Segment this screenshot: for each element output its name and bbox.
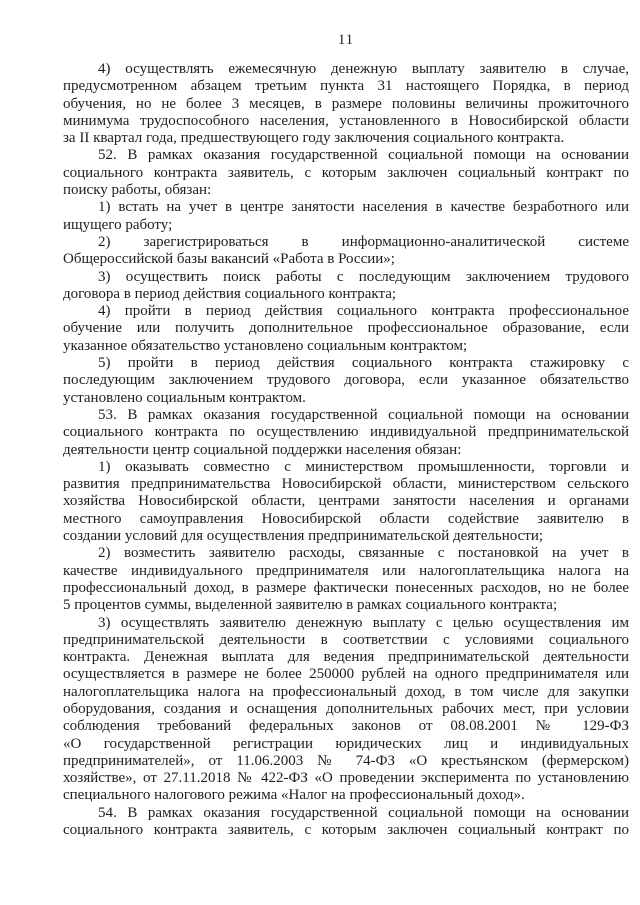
text-line: оборудования, создания и оснащения дополнительных рабочих мест, при условии: [63, 700, 629, 717]
paragraph: [63, 61, 629, 147]
text-line: местного самоуправления Новосибирской области содействие заявителю в: [63, 510, 629, 527]
text-line: за II квартал года, предшествующего году заключения социального контракта.: [63, 130, 565, 147]
text-line: создании условий для осуществления предпринимательской деятельности;: [63, 528, 544, 545]
paragraph: [63, 805, 629, 840]
text-line: деятельности центр социальной поддержки населения обязан:: [63, 441, 462, 458]
text-line: хозяйства Новосибирской области, центрами занятости населения и органами: [63, 493, 629, 510]
paragraph: [63, 234, 629, 269]
text-line: обучения, но не более 3 месяцев, в размере половины величины прожиточного: [63, 95, 629, 112]
text-line: осуществляется в размере не более 250000 рублей на одного предпринимателя или: [63, 666, 629, 683]
text-line: 5) пройти в период действия социального контракта стажировку с: [98, 355, 629, 372]
text-line: последующим заключением трудового договора, если указанное обязательство: [63, 372, 629, 389]
text-line: 1) встать на учет в центре занятости населения в качестве безработного или: [98, 199, 629, 216]
text-line: профессиональный доход, в размере фактически понесенных расходов, но не более: [63, 579, 629, 596]
text-line: налогоплательщика налога на профессиональный доход, в том числе для закупки: [63, 683, 629, 700]
text-line: «О государственной регистрации юридических лиц и индивидуальных: [63, 735, 629, 752]
text-line: Общероссийской базы вакансий «Работа в России»;: [63, 251, 395, 268]
text-line: развития предпринимательства Новосибирской области, министерством сельского: [63, 476, 629, 493]
paragraph: [63, 407, 629, 459]
document-body: [63, 61, 629, 839]
text-line: предусмотренном абзацем третьим пункта 31 настоящего Порядка, в период: [63, 78, 629, 95]
text-line: поиску работы, обязан:: [63, 182, 212, 199]
text-line: 5 процентов суммы, выделенной заявителю в рамках социального контракта;: [63, 597, 558, 614]
paragraph: [63, 199, 629, 234]
text-line: социального контракта заявитель, с которым заключен социальный контракт по: [63, 822, 629, 839]
text-line: 53. В рамках оказания государственной социальной помощи на основании: [98, 406, 629, 423]
paragraph: [63, 355, 629, 407]
text-line: 4) осуществлять ежемесячную денежную выплату заявителю в случае,: [98, 61, 629, 77]
paragraph: [63, 545, 629, 614]
paragraph: [63, 459, 629, 545]
text-line: хозяйстве», от 27.11.2018 № 422-ФЗ «О проведении эксперимента по установлению: [63, 770, 629, 787]
text-line: обучение или получить дополнительное профессиональное образование, если: [63, 320, 629, 337]
text-line: 2) возместить заявителю расходы, связанные с постановкой на учет в: [98, 545, 629, 562]
paragraph: [63, 303, 629, 355]
text-line: 3) осуществлять заявителю денежную выплату с целью осуществления им: [98, 614, 629, 631]
text-line: 52. В рамках оказания государственной социальной помощи на основании: [98, 147, 629, 164]
text-line: 2) зарегистрироваться в информационно-аналитической системе: [98, 233, 629, 250]
text-line: социального контракта заявитель, с которым заключен социальный контракт по: [63, 164, 629, 181]
text-line: качестве индивидуального предпринимателя или налогоплательщика налога на: [63, 562, 629, 579]
paragraph: [63, 615, 629, 805]
text-line: 54. В рамках оказания государственной социальной помощи на основании: [98, 804, 629, 821]
text-line: специального налогового режима «Налог на профессиональный доход».: [63, 787, 525, 804]
text-line: предпринимательской деятельности в соответствии с условиями социального: [63, 631, 629, 648]
paragraph: [63, 269, 629, 304]
text-line: минимума трудоспособного населения, установленного в Новосибирской области: [63, 112, 629, 129]
text-line: установлено социальным контрактом.: [63, 389, 306, 406]
text-line: указанное обязательство установлено социальным контрактом;: [63, 337, 468, 354]
text-line: договора в период действия социального контракта;: [63, 285, 397, 302]
text-line: 3) осуществить поиск работы с последующим заключением трудового: [98, 268, 629, 285]
text-line: контракта. Денежная выплата для ведения предпринимательской деятельности: [63, 649, 629, 666]
text-line: 1) оказывать совместно с министерством промышленности, торговли и: [98, 458, 629, 475]
page-number: 11: [338, 32, 354, 48]
text-line: ищущего работу;: [63, 216, 173, 233]
text-line: социального контракта по осуществлению индивидуальной предпринимательской: [63, 424, 629, 441]
text-line: предпринимателей», от 11.06.2003 № 74-ФЗ «О крестьянском (фермерском): [63, 752, 629, 769]
text-line: соблюдения требований федеральных законов от 08.08.2001 № 129-ФЗ: [63, 718, 629, 735]
paragraph: [63, 147, 629, 199]
text-line: 4) пройти в период действия социального контракта профессиональное: [98, 303, 629, 320]
